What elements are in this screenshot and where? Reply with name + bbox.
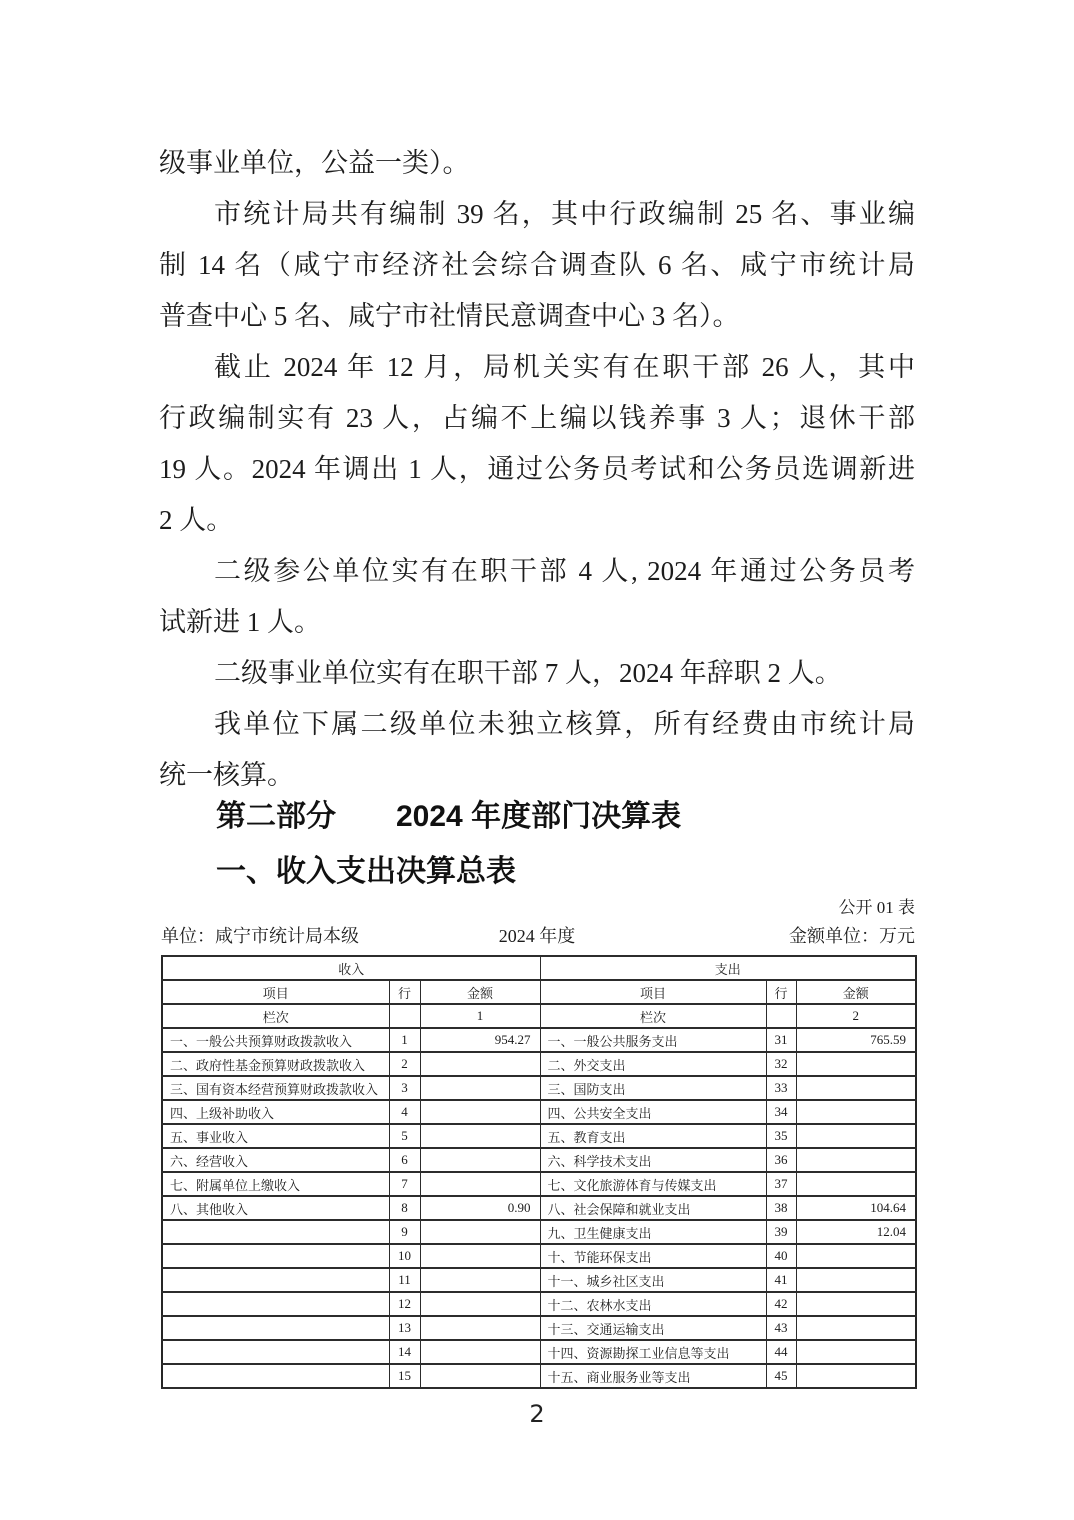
body-line: 截止 2024 年 12 月，局机关实有在职干部 26 人，其中	[214, 352, 915, 382]
income-line-cell: 2	[389, 1052, 420, 1076]
income-amount-cell	[420, 1292, 540, 1316]
expense-line-cell: 32	[766, 1052, 796, 1076]
income-amount-cell	[420, 1148, 540, 1172]
expense-section-header: 支出	[540, 956, 916, 980]
public-table-label: 公开 01 表	[838, 898, 915, 917]
income-amount-cell: 954.27	[420, 1028, 540, 1052]
income-line-cell: 12	[389, 1292, 420, 1316]
expense-item-cell: 八、社会保障和就业支出	[540, 1196, 766, 1220]
table-row	[162, 1052, 916, 1076]
expense-item-cell: 十二、农林水支出	[540, 1292, 766, 1316]
income-item-cell	[162, 1220, 389, 1244]
expense-amount-cell	[796, 1100, 916, 1124]
expense-amount-cell: 12.04	[796, 1220, 916, 1244]
income-lanci-empty	[389, 1004, 420, 1028]
income-line-cell: 8	[389, 1196, 420, 1220]
table-row	[162, 1364, 916, 1388]
income-line-cell: 15	[389, 1364, 420, 1388]
income-amount-cell	[420, 1124, 540, 1148]
income-item-cell: 五、事业收入	[162, 1124, 389, 1148]
income-item-cell: 一、一般公共预算财政拨款收入	[162, 1028, 389, 1052]
income-line-cell: 5	[389, 1124, 420, 1148]
expense-line-cell: 38	[766, 1196, 796, 1220]
body-line: 统一核算。	[159, 760, 294, 790]
period-label: 2024 年度	[498, 926, 576, 946]
expense-line-cell: 33	[766, 1076, 796, 1100]
expense-column-no: 2	[796, 1004, 916, 1028]
expense-line-cell: 36	[766, 1148, 796, 1172]
table-row	[162, 1220, 916, 1244]
income-item-cell: 八、其他收入	[162, 1196, 389, 1220]
expense-line-cell: 34	[766, 1100, 796, 1124]
expense-line-cell: 45	[766, 1364, 796, 1388]
expense-line-header: 行	[766, 980, 796, 1004]
income-amount-cell	[420, 1340, 540, 1364]
expense-item-cell: 五、教育支出	[540, 1124, 766, 1148]
body-text	[159, 138, 915, 801]
table-row	[162, 1148, 916, 1172]
section-heading: 一、收入支出决算总表	[216, 855, 516, 888]
body-line: 我单位下属二级单位未独立核算，所有经费由市统计局	[214, 709, 915, 739]
expense-amount-cell	[796, 1052, 916, 1076]
income-item-cell: 四、上级补助收入	[162, 1100, 389, 1124]
expense-item-cell: 十三、交通运输支出	[540, 1316, 766, 1340]
table-row	[162, 1268, 916, 1292]
body-line: 行政编制实有 23 人，占编不上编以钱养事 3 人；退休干部	[159, 403, 915, 433]
income-amount-cell	[420, 1100, 540, 1124]
body-line: 19 人。2024 年调出 1 人，通过公务员考试和公务员选调新进	[159, 454, 915, 484]
income-line-cell: 4	[389, 1100, 420, 1124]
expense-item-cell: 四、公共安全支出	[540, 1100, 766, 1124]
income-item-cell	[162, 1244, 389, 1268]
expense-amount-header: 金额	[796, 980, 916, 1004]
income-column-no: 1	[420, 1004, 540, 1028]
income-line-cell: 9	[389, 1220, 420, 1244]
expense-line-cell: 40	[766, 1244, 796, 1268]
income-item-cell	[162, 1364, 389, 1388]
amount-unit-label: 金额单位：万元	[789, 926, 915, 946]
body-line: 制 14 名（咸宁市经济社会综合调查队 6 名、咸宁市统计局	[159, 250, 915, 280]
expense-amount-cell	[796, 1172, 916, 1196]
income-amount-cell	[420, 1052, 540, 1076]
table-row	[162, 1172, 916, 1196]
table-row	[162, 1340, 916, 1364]
income-line-cell: 11	[389, 1268, 420, 1292]
income-line-cell: 13	[389, 1316, 420, 1340]
income-expense-summary-table	[161, 955, 917, 1389]
table-row	[162, 1196, 916, 1220]
expense-amount-cell	[796, 1292, 916, 1316]
income-line-cell: 1	[389, 1028, 420, 1052]
expense-item-cell: 十四、资源勘探工业信息等支出	[540, 1340, 766, 1364]
body-line: 2 人。	[159, 505, 234, 535]
part-heading: 第二部分 2024 年度部门决算表	[216, 800, 682, 833]
income-amount-cell	[420, 1316, 540, 1340]
income-item-cell: 三、国有资本经营预算财政拨款收入	[162, 1076, 389, 1100]
table-row	[162, 1100, 916, 1124]
expense-amount-cell	[796, 1316, 916, 1340]
income-amount-header: 金额	[420, 980, 540, 1004]
table-row	[162, 1028, 916, 1052]
income-amount-cell	[420, 1220, 540, 1244]
income-amount-cell: 0.90	[420, 1196, 540, 1220]
income-section-header: 收入	[162, 956, 540, 980]
expense-line-cell: 35	[766, 1124, 796, 1148]
expense-amount-cell: 765.59	[796, 1028, 916, 1052]
income-item-cell	[162, 1268, 389, 1292]
expense-line-cell: 31	[766, 1028, 796, 1052]
income-item-cell: 六、经营收入	[162, 1148, 389, 1172]
table-section-header-row	[162, 956, 916, 980]
expense-line-cell: 43	[766, 1316, 796, 1340]
body-line: 二级事业单位实有在职干部 7 人，2024 年辞职 2 人。	[214, 658, 842, 688]
income-amount-cell	[420, 1076, 540, 1100]
table-row	[162, 1124, 916, 1148]
expense-item-cell: 十一、城乡社区支出	[540, 1268, 766, 1292]
income-item-cell: 二、政府性基金预算财政拨款收入	[162, 1052, 389, 1076]
table-row	[162, 1244, 916, 1268]
expense-item-cell: 七、文化旅游体育与传媒支出	[540, 1172, 766, 1196]
income-line-cell: 7	[389, 1172, 420, 1196]
income-item-cell	[162, 1316, 389, 1340]
expense-amount-cell	[796, 1148, 916, 1172]
income-line-header: 行	[389, 980, 420, 1004]
table-column-header-row	[162, 980, 916, 1004]
income-line-cell: 3	[389, 1076, 420, 1100]
expense-line-cell: 42	[766, 1292, 796, 1316]
expense-item-cell: 三、国防支出	[540, 1076, 766, 1100]
expense-line-cell: 37	[766, 1172, 796, 1196]
income-line-cell: 10	[389, 1244, 420, 1268]
body-line: 级事业单位，公益一类）。	[159, 148, 470, 178]
expense-line-cell: 41	[766, 1268, 796, 1292]
income-lanci-label: 栏次	[162, 1004, 389, 1028]
expense-amount-cell	[796, 1124, 916, 1148]
expense-lanci-label: 栏次	[540, 1004, 766, 1028]
expense-line-cell: 39	[766, 1220, 796, 1244]
table-row	[162, 1292, 916, 1316]
page-number: 2	[529, 1400, 545, 1428]
table-row	[162, 1316, 916, 1340]
income-line-cell: 14	[389, 1340, 420, 1364]
income-amount-cell	[420, 1244, 540, 1268]
income-amount-cell	[420, 1364, 540, 1388]
unit-label: 单位：咸宁市统计局本级	[161, 926, 359, 946]
expense-amount-cell	[796, 1364, 916, 1388]
expense-item-cell: 十、节能环保支出	[540, 1244, 766, 1268]
expense-item-cell: 九、卫生健康支出	[540, 1220, 766, 1244]
body-line: 试新进 1 人。	[159, 607, 321, 637]
expense-amount-cell	[796, 1268, 916, 1292]
expense-line-cell: 44	[766, 1340, 796, 1364]
income-line-cell: 6	[389, 1148, 420, 1172]
expense-amount-cell	[796, 1076, 916, 1100]
income-amount-cell	[420, 1172, 540, 1196]
expense-lanci-empty	[766, 1004, 796, 1028]
expense-item-cell: 六、科学技术支出	[540, 1148, 766, 1172]
expense-amount-cell	[796, 1340, 916, 1364]
income-item-cell	[162, 1340, 389, 1364]
table-meta-row	[159, 922, 915, 950]
expense-item-cell: 十五、商业服务业等支出	[540, 1364, 766, 1388]
table-lanci-row	[162, 1004, 916, 1028]
income-item-cell	[162, 1292, 389, 1316]
expense-item-cell: 二、外交支出	[540, 1052, 766, 1076]
income-item-cell: 七、附属单位上缴收入	[162, 1172, 389, 1196]
body-line: 普查中心 5 名、咸宁市社情民意调查中心 3 名）。	[159, 301, 740, 331]
expense-item-header: 项目	[540, 980, 766, 1004]
expense-item-cell: 一、一般公共服务支出	[540, 1028, 766, 1052]
expense-amount-cell	[796, 1244, 916, 1268]
body-line: 二级参公单位实有在职干部 4 人, 2024 年通过公务员考	[214, 556, 915, 586]
income-amount-cell	[420, 1268, 540, 1292]
income-item-header: 项目	[162, 980, 389, 1004]
table-row	[162, 1076, 916, 1100]
expense-amount-cell: 104.64	[796, 1196, 916, 1220]
body-line: 市统计局共有编制 39 名，其中行政编制 25 名、事业编	[214, 199, 915, 229]
